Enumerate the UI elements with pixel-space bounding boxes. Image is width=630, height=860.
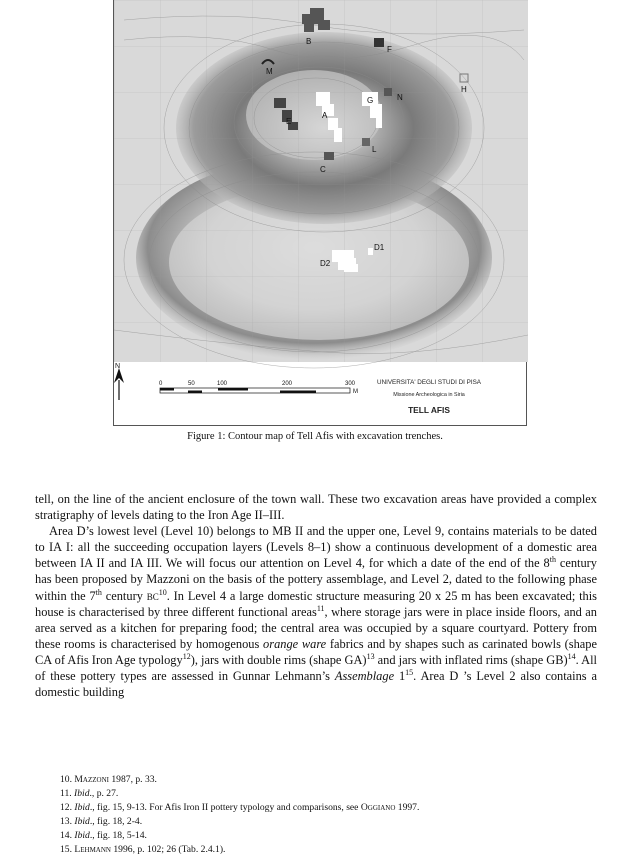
footnote-14: 14. Ibid., fig. 18, 5-14. (60, 830, 147, 841)
footnote-ref-15: 15 (405, 668, 414, 678)
footnote-12: 12. Ibid., fig. 15, 9-13. For Afis Iron II pottery typology and comparisons, see Oggiano 1997. (60, 802, 420, 813)
scale-tick-300: 300 (345, 381, 356, 387)
footnote-ref-11: 11 (316, 603, 325, 613)
label-area-b: B (306, 37, 312, 46)
footnote-15: 15. Lehmann 1996, p. 102; 26 (Tab. 2.4.1). (60, 844, 226, 855)
scale-tick-200: 200 (282, 381, 293, 387)
footnote-13: 13. Ibid., fig. 18, 2-4. (60, 816, 143, 827)
trench-d1 (368, 248, 373, 255)
label-area-a: A (322, 111, 328, 120)
footnote-ref-14: 14 (567, 651, 576, 661)
site-name: TELL AFIS (408, 405, 450, 415)
footnotes (60, 773, 600, 857)
body-text (35, 491, 597, 700)
label-area-l: L (372, 145, 377, 154)
footnote-ref-10: 10 (158, 587, 167, 597)
north-arrow-icon (114, 363, 124, 400)
footnote-ref-12: 12 (182, 651, 191, 661)
footnote-10: 10. Mazzoni 1987, p. 33. (60, 774, 157, 785)
scale-bar (159, 381, 358, 395)
footnote-11: 11. Ibid., p. 27. (60, 788, 119, 799)
footnote-ref-13: 13 (366, 651, 375, 661)
paragraph-1: tell, on the line of the ancient enclosure of the town wall. These two excavation areas have provided a complex stratigraphy of levels dating to the Iron Age II–III. (35, 492, 597, 523)
trench-n (384, 88, 392, 96)
label-area-f: F (387, 45, 392, 54)
label-area-c: C (320, 165, 326, 174)
figure-map (113, 0, 527, 426)
label-area-g: G (367, 96, 374, 105)
paragraph-2: Area D’s lowest level (Level 10) belongs to MB II and the upper one, Level 9, contains materials to be dated to IA I: all the succeeding occupation layers (Levels 8–1) show a continuous development of a domestic area between IA II and IA III. We will focus our attention on Level 4, for which a date of the end of the 8th century has been proposed by Mazzoni on the basis of the pottery assemblage, and Level 2, dated to the following phase within the 7th century $bc^{10}$. In Level 4 a large domestic structure measuring 20 x 25 m has been excavated; this house is characterised by three different functional areas$^{11}$, where storage jars were in place inside floors, and an area served as a kitchen for preparing food; the central area was occupied by a square courtyard. Pottery from these rooms is characterised by homogenous orange ware fabrics and by shapes such as carinated bowls (shape CA of Afis Iron Age typology$^{12}$), jars with double rims (shape GA)$^{13}$ and jars with inflated rims (shape GB)$^{14}$. All of these pottery types are assessed in Gunnar Lehmann’s Assemblage $1^{15}$. Area D ’s Level 2 also contains a domestic building (35, 524, 598, 700)
trench-c (324, 152, 334, 160)
credit-university: UNIVERSITA' DEGLI STUDI DI PISA (377, 379, 481, 386)
trench-f (374, 38, 384, 47)
scale-tick-50: 50 (188, 381, 195, 387)
label-area-h: H (461, 85, 467, 94)
label-area-m: M (266, 67, 273, 76)
label-area-e: E (286, 117, 292, 126)
credit-mission: Missione Archeologica in Siria (393, 392, 465, 398)
trench-l (362, 138, 370, 146)
label-area-d2: D2 (320, 259, 331, 268)
scale-tick-100: 100 (217, 381, 228, 387)
scale-tick-0: 0 (159, 381, 163, 387)
label-area-d1: D1 (374, 243, 385, 252)
contour-map (114, 0, 528, 426)
scale-unit: M (353, 389, 358, 395)
label-area-n: N (397, 93, 403, 102)
north-label: N (115, 363, 121, 370)
figure-caption: Figure 1: Contour map of Tell Afis with excavation trenches. (187, 431, 443, 442)
